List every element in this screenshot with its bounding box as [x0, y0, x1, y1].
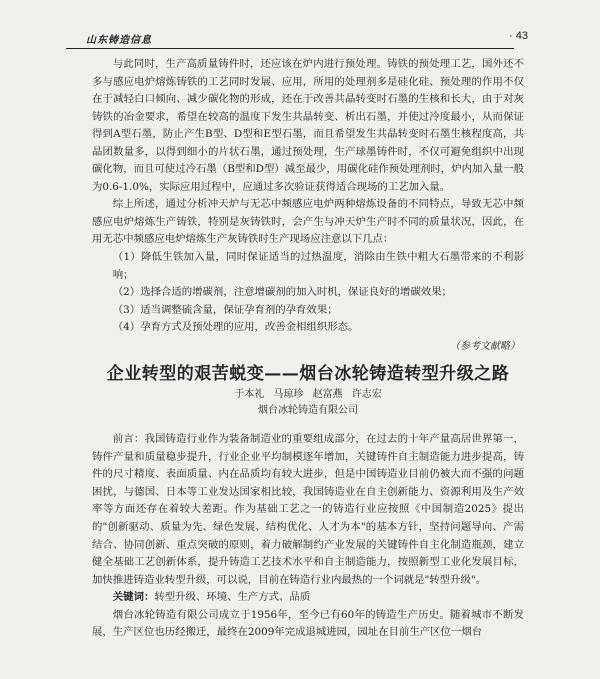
author-name: 马琼珍: [273, 389, 304, 401]
list-item: （2）选择合适的增碳剂，注意增碳剂的加入时机，保证良好的增碳效果；: [112, 286, 452, 299]
intro-paragraph: 烟台冰轮铸造有限公司成立于1956年，至今已有60年的铸造生产历史。随着城市不断发展，生产区位也历经搬迁，最终在2009年完成退城进园，园址在目前生产区位一烟台: [92, 608, 524, 639]
author-list: [92, 387, 524, 403]
keywords-label: 关键词：: [112, 591, 155, 604]
reference-note: （参考文献略）: [450, 340, 520, 352]
keywords-value: 转型升级、环境、生产方式、品质: [154, 591, 311, 604]
author-name: 赵富燕: [312, 389, 343, 401]
page-header: [66, 30, 528, 49]
body-paragraph: 与此同时，生产高质量铸件时，还应该在炉内进行预处理。铸铁的预处理工艺，国外还不多与感应电炉熔炼铸铁的工艺同时发展、应用，所用的处理剂多是硅化硅、预处理的作用不仅在于减轻白口倾向、减少碳化物的形成，还在于改善共晶转变时石墨的生核和长大，由于对灰铸铁的冶金要求，希望在较高的温度下发生共晶转变、析出石墨，并使过冷度最小，从而保证得到A型石墨，防止产生B型、D型和E型石墨，而且希望发生共晶转变时石墨生核程度高，共晶团数量多，以得到细小的片状石墨，通过预处理，生产球墨铸件时，不仅可避免组织中出现碳化物，而且可使过冷石墨（B型和D型）减至最少，用碳化硅作预处理剂时，炉内加入量一般为0.6-1.0%，实际应用过程中，应通过多次验证获得适合现场的工艺加入量。: [92, 58, 524, 193]
author-affiliation: 烟台冰轮铸造有限公司: [258, 405, 358, 417]
author-name: 许志宏: [351, 389, 382, 401]
journal-name: 山东铸造信息: [86, 35, 152, 46]
list-item: （4）孕育方式及预处理的应用，改善金相组织形态。: [112, 321, 359, 334]
preface-paragraph: 前言：我国铸造行业作为装备制造业的重要组成部分，在过去的十年产量高居世界第一，铸件产量和质量稳步提升，行业企业平均制模逐年增加，关键铸件自主制造能力进步提高，铸件的尺寸精度、表面质量、内在品质均有较大进步，但是中国铸造业目前仍被大而不强的问题困扰，与德国、日本等工业发达国家相比较，我国铸造业在自主创新能力、资源利用及生产效率等方面还存在着较大差距。作为基础工艺之一的铸造行业应按照《中国制造2025》提出的"创新驱动、质量为先、绿色发展、结构优化、人才为本"的基本方针，坚持问题导向、产需结合、协同创新、重点突破的原则，着力破解制约产业发展的关键铸件自主化制造瓶颈，建立健全基础工艺创新体系，提升铸造工艺技术水平和自主制造能力，按照新型工业化发展目标，加快推进铸造业转型升级，可以说，目前在铸造行业内最热的一个词就是"转型升级"。: [92, 433, 524, 586]
body-paragraph: 综上所述，通过分析冲天炉与无芯中频感应电炉两种熔炼设备的不同特点，导致无芯中频感应电炉熔炼生产铸铁，特别是灰铸铁时，会产生与冲天炉生产时不同的质量状况，因此，在用无芯中频感应电炉熔炼生产灰铸铁时生产现场应注意以下几点：: [92, 198, 524, 246]
list-item: （1）降低生铁加入量，同时保证适当的过热温度，消除由生铁中粗大石墨带来的不利影响；: [112, 251, 524, 281]
list-item: （3）适当调整硫含量，保证孕育剂的孕育效果；: [112, 303, 338, 316]
page-content: [92, 56, 524, 642]
author-name: 于本礼: [234, 389, 265, 401]
keywords-line: [92, 589, 524, 607]
article-title: 企业转型的艰苦蜕变——烟台冰轮铸造转型升级之路: [106, 364, 510, 385]
page-number: · 43: [509, 30, 528, 42]
